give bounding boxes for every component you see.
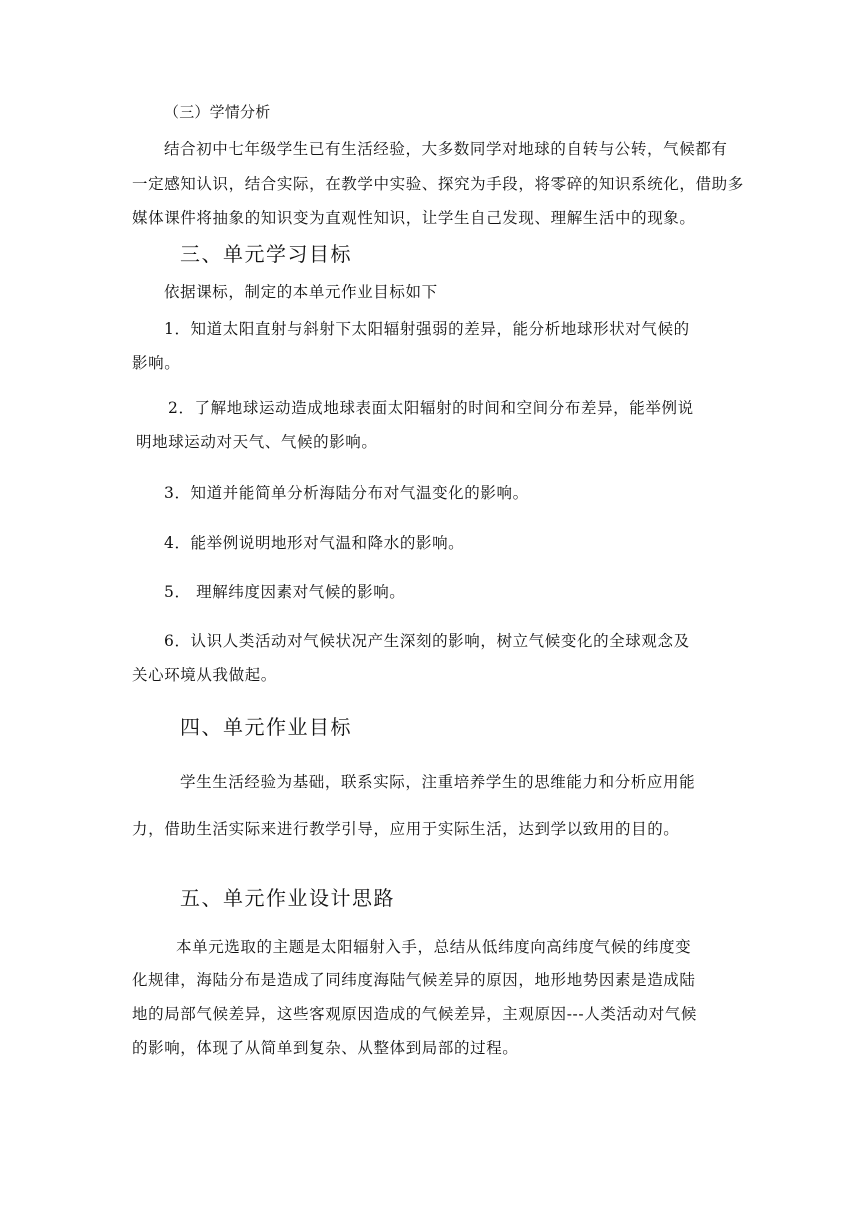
goal-item-5: 5． 理解纬度因素对气候的影响。 <box>164 583 406 601</box>
goal-item-6-line2: 关心环境从我做起。 <box>132 666 277 684</box>
paragraph-line: 学生生活经验为基础，联系实际，注重培养学生的思维能力和分析应用能 <box>180 773 696 791</box>
learning-analysis-subheading: （三）学情分析 <box>164 103 271 121</box>
goal-item-3: 3．知道并能简单分析海陆分布对气温变化的影响。 <box>164 484 529 502</box>
paragraph-line: 地的局部气候差异，这些客观原因造成的气候差异，主观原因---人类活动对气候 <box>132 1005 697 1023</box>
goals-intro: 依据课标，制定的本单元作业目标如下 <box>164 283 438 301</box>
paragraph-line: 化规律，海陆分布是造成了同纬度海陆气候差异的原因，地形地势因素是造成陆 <box>132 971 696 989</box>
paragraph-line: 结合初中七年级学生已有生活经验，大多数同学对地球的自转与公转，气候都有 <box>164 140 728 158</box>
goal-item-6-line1: 6．认识人类活动对气候状况产生深刻的影响，树立气候变化的全球观念及 <box>164 632 690 650</box>
paragraph-line: 力，借助生活实际来进行教学引导，应用于实际生活，达到学以致用的目的。 <box>132 820 680 838</box>
paragraph-line: 媒体课件将抽象的知识变为直观性知识，让学生自己发现、理解生活中的现象。 <box>132 209 696 227</box>
goal-item-2-line1: 2．了解地球运动造成地球表面太阳辐射的时间和空间分布差异，能举例说 <box>168 399 694 417</box>
goal-item-2-line2: 明地球运动对天气、气候的影响。 <box>136 433 378 451</box>
goal-item-4: 4．能举例说明地形对气温和降水的影响。 <box>164 534 465 552</box>
design-ideas-heading: 五、单元作业设计思路 <box>180 886 395 910</box>
paragraph-line: 一定感知认识，结合实际，在教学中实验、探究为手段，将零碎的知识系统化，借助多 <box>132 175 744 193</box>
learning-goals-heading: 三、单元学习目标 <box>180 242 352 266</box>
goal-item-1-line2: 影响。 <box>132 354 181 372</box>
paragraph-line: 的影响，体现了从简单到复杂、从整体到局部的过程。 <box>132 1039 519 1057</box>
paragraph-line: 本单元选取的主题是太阳辐射入手，总结从低纬度向高纬度气候的纬度变 <box>176 938 692 956</box>
homework-goals-heading: 四、单元作业目标 <box>180 715 352 739</box>
goal-item-1-line1: 1．知道太阳直射与斜射下太阳辐射强弱的差异，能分析地球形状对气候的 <box>164 320 690 338</box>
